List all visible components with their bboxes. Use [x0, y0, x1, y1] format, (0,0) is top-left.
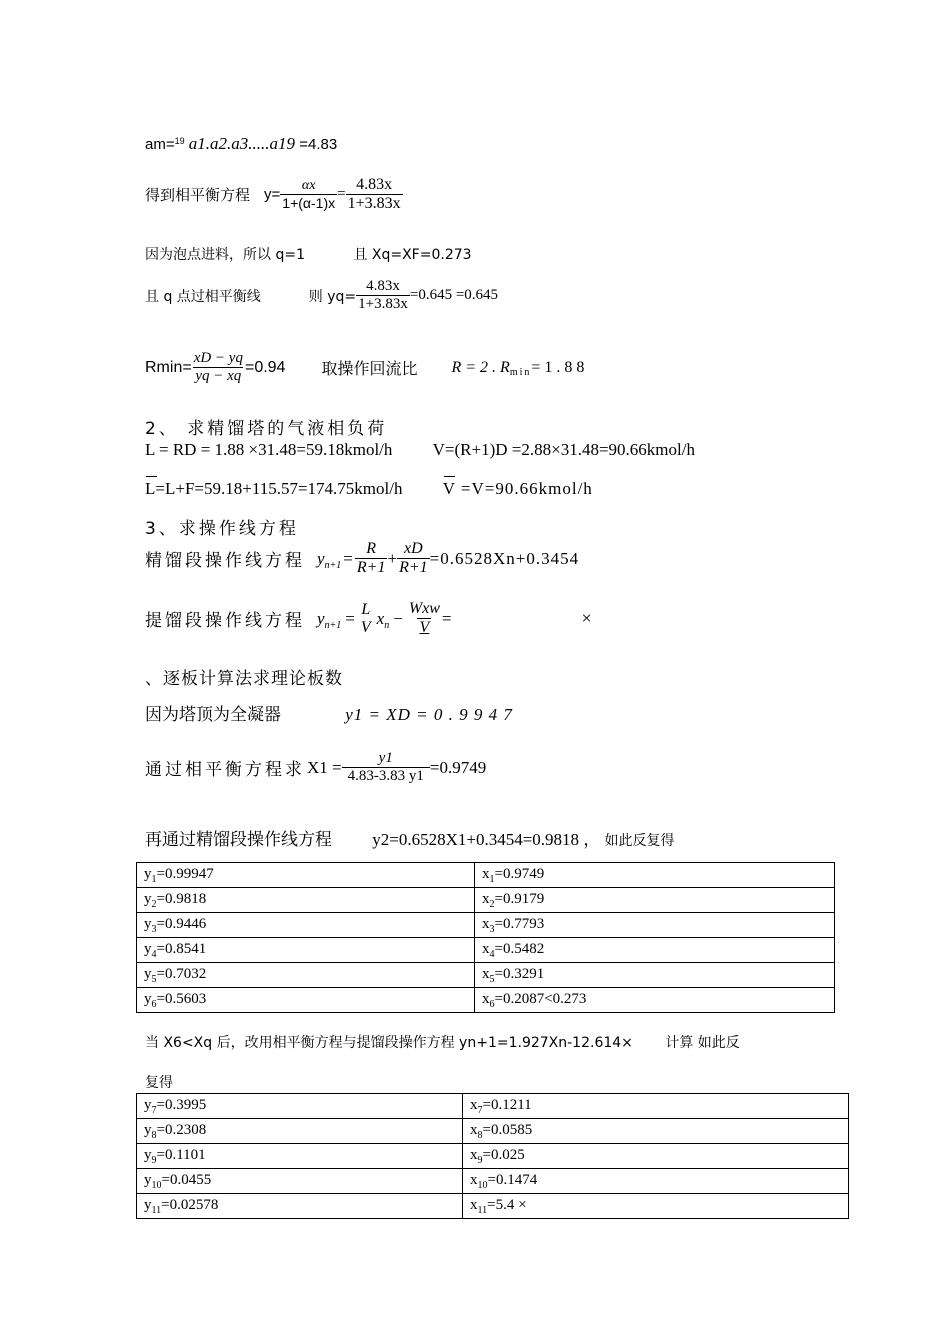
- x-cell: $x_3=0.7793$: [475, 913, 835, 938]
- rect-num2: xD: [404, 540, 423, 557]
- rect-fraction-1: [355, 540, 388, 578]
- strip-fraction-2: [407, 600, 442, 638]
- x-cell: $x_1=0.9749$: [475, 863, 835, 888]
- y-cell: $y_2=0.9818$: [137, 888, 475, 913]
- strip-num1: L: [361, 600, 371, 618]
- q-fraction: [356, 278, 410, 314]
- table-row: [137, 913, 835, 938]
- x-cell: $x_2=0.9179$: [475, 888, 835, 913]
- equilibrium-fraction-2: [346, 176, 403, 214]
- feed-line: [145, 244, 472, 264]
- rmin-num: xD − yq: [193, 350, 243, 366]
- switch-wrap: 复得: [145, 1075, 173, 1091]
- liquid-vapor-line: [145, 440, 695, 460]
- strip-fraction-1: [359, 601, 373, 638]
- table-row: [137, 1144, 849, 1169]
- y-cell: $y_8=0.2308$: [137, 1119, 463, 1144]
- y-cell: $y_4=0.8541$: [137, 938, 475, 963]
- feed-text-2: 且 Xq=XF=0.273: [353, 247, 472, 263]
- q-line: [145, 278, 498, 314]
- L-equation: L = RD = 1.88 ×31.48=59.18kmol/h: [145, 440, 393, 459]
- rect-fraction-2: [397, 540, 430, 578]
- table-row: [137, 1094, 849, 1119]
- rect-y-sub: n+1: [324, 560, 342, 572]
- rmin-fraction: [192, 350, 245, 386]
- frac2-num: 4.83x: [356, 176, 393, 193]
- section-4-title: 、逐板计算法求理论板数: [145, 669, 343, 689]
- q-result: =0.645 =0.645: [409, 287, 499, 304]
- x-cell: $x_{11}=5.4$ ×: [463, 1194, 849, 1219]
- y-cell: $y_9=0.1101$: [137, 1144, 463, 1169]
- L-bar-equation: [145, 479, 407, 498]
- frac2-den: 1+3.83x: [347, 195, 401, 213]
- strip-x-sub: n: [384, 620, 390, 632]
- stripping-label: 提馏段操作线方程: [145, 611, 305, 632]
- reflux-min: min: [509, 367, 532, 379]
- table-row: [137, 1194, 849, 1219]
- table-row: [137, 988, 835, 1013]
- cross-mark-icon: ×: [581, 608, 592, 629]
- y-cell: $y_{11}=0.02578$: [137, 1194, 463, 1219]
- am-root-index: 19: [174, 136, 185, 146]
- equilibrium-eq: =: [337, 186, 346, 203]
- am-expr: a1.a2.a3.....a19: [188, 134, 296, 153]
- rect-den1: R+1: [356, 559, 386, 577]
- switch-text: 当 X6<Xq 后，改用相平衡方程与提馏段操作方程 yn+1=1.927Xn-12.614×: [145, 1035, 633, 1051]
- results-table-1: [136, 862, 835, 1013]
- top-condenser-line: [145, 700, 513, 725]
- x-cell: $x_8=0.0585$: [463, 1119, 849, 1144]
- table-row: [137, 888, 835, 913]
- x1-var: X1 =: [307, 757, 342, 777]
- equilibrium-line: [145, 176, 403, 214]
- q-den: 1+3.83x: [358, 296, 408, 313]
- strip-x: x: [376, 608, 385, 628]
- rmin-line: [145, 350, 584, 386]
- table-row: [137, 863, 835, 888]
- L-bar-text: L=L+F=59.18+115.57=174.75kmol/h: [145, 479, 403, 498]
- x-cell: $x_6=0.2087<0.273$: [475, 988, 835, 1013]
- strip-eq: =: [441, 608, 452, 628]
- q-num: 4.83x: [366, 278, 400, 294]
- rect-result: =0.6528Xn+0.3454: [429, 548, 580, 568]
- x-cell: $x_4=0.5482$: [475, 938, 835, 963]
- y-cell: $y_1=0.99947$: [137, 863, 475, 888]
- table-row: [137, 963, 835, 988]
- switch-line: [145, 1032, 740, 1052]
- strip-y-sub: n+1: [324, 620, 342, 632]
- x-cell: $x_5=0.3291$: [475, 963, 835, 988]
- y2-label: 再通过精馏段操作线方程: [145, 830, 332, 850]
- rectifying-line: 精馏段操作线方程 y n+1 = $\frac{R}{R+1}$ + $\frac{xD}{R+1}$ =0.6528Xn+0.3454: [145, 540, 580, 577]
- feed-text: 因为泡点进料，所以 q=1: [145, 247, 305, 263]
- strip-num2: Wxw: [408, 600, 440, 617]
- V-bar-text: V =V=90.66kmol/h: [442, 479, 593, 498]
- switch-tail: 计算 如此反: [665, 1035, 740, 1051]
- x1-num: y1: [378, 750, 393, 766]
- strip-y: y: [317, 608, 325, 628]
- V-equation: V=(R+1)D =2.88×31.48=90.66kmol/h: [432, 440, 695, 459]
- x1-fraction: [342, 750, 430, 786]
- y-cell: $y_5=0.7032$: [137, 963, 475, 988]
- y-cell: $y_{10}=0.0455$: [137, 1169, 463, 1194]
- section-2-title: 2、 求精馏塔的气液相负荷: [145, 419, 388, 439]
- rect-den2: R+1: [399, 559, 428, 577]
- y-cell: $y_7=0.3995$: [137, 1094, 463, 1119]
- rmin-label: Rmin=: [145, 358, 192, 376]
- top-label: 因为塔顶为全凝器: [145, 705, 281, 725]
- x-cell: $x_7=0.1211$: [463, 1094, 849, 1119]
- x1-result: =0.9749: [429, 757, 487, 777]
- y2-line: [145, 825, 675, 850]
- y-cell: $y_3=0.9446$: [137, 913, 475, 938]
- equilibrium-fraction-1: [280, 178, 337, 211]
- y-cell: $y_6=0.5603$: [137, 988, 475, 1013]
- y2-equation: y2=0.6528X1+0.3454=0.9818 ，: [372, 830, 601, 849]
- frac1-den: 1+(α-1)x: [282, 195, 336, 212]
- equilibrium-label: 得到相平衡方程: [145, 186, 251, 205]
- rmin-result: =0.94: [244, 358, 286, 376]
- table-row: [137, 1169, 849, 1194]
- reflux-text: 取操作回流比: [321, 359, 418, 379]
- rectifying-label: 精馏段操作线方程: [145, 551, 305, 572]
- table-row: [137, 1119, 849, 1144]
- section-3-title: 3、求操作线方程: [145, 519, 299, 539]
- results-table-2: [136, 1093, 849, 1219]
- am-result: =4.83: [299, 136, 338, 153]
- table-row: [137, 938, 835, 963]
- equilibrium-y: y=: [264, 186, 281, 204]
- frac1-num: αx: [301, 178, 316, 194]
- strip-den2: V: [419, 619, 430, 637]
- l-bar-overline: [146, 476, 157, 477]
- rect-y: y: [317, 548, 325, 568]
- x1-label: 通过相平衡方程求: [145, 760, 305, 781]
- x-cell: $x_9=0.025$: [463, 1144, 849, 1169]
- q-text: 且 q 点过相平衡线: [145, 288, 261, 305]
- strip-den1: V: [360, 618, 371, 636]
- q-label: 则 yq=: [308, 288, 357, 305]
- am-line: [145, 134, 337, 154]
- bar-line: [145, 479, 593, 499]
- x-cell: $x_{10}=0.1474$: [463, 1169, 849, 1194]
- x1-line: [145, 750, 486, 786]
- reflux-r: R = 2 . R: [451, 358, 510, 376]
- rect-num1: R: [366, 540, 377, 557]
- reflux-result: = 1 . 8 8: [531, 358, 585, 376]
- am-label: am=: [145, 136, 175, 153]
- stripping-line: 提馏段操作线方程 y n+1 = L V x n − $\frac{\text{Wxw}}{V}$ = ×: [145, 600, 592, 637]
- y2-tail: 如此反复得: [604, 833, 675, 849]
- x1-den: 4.83-3.83 y1: [342, 767, 430, 785]
- top-equation: y1 = XD = 0 . 9 9 4 7: [345, 705, 513, 724]
- v-bar-overline: [444, 476, 455, 477]
- rmin-den: yq − xq: [195, 368, 242, 385]
- V-bar-equation: [443, 479, 593, 498]
